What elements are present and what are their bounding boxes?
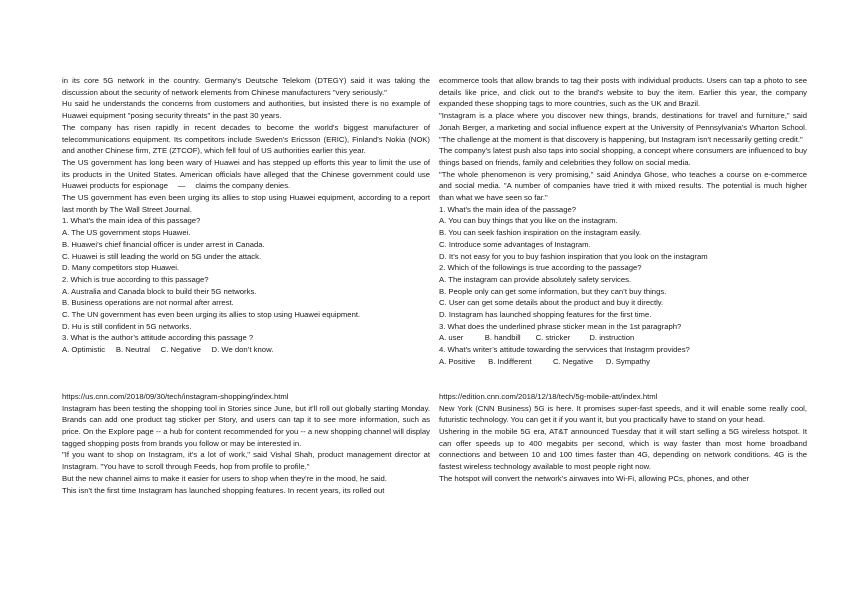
question: 1. What’s the main idea of this passage?: [62, 216, 201, 226]
question: 2. Which is true according to this passage?: [62, 274, 209, 284]
question: 1. What’s the main idea of the passage?: [439, 204, 577, 214]
paragraph: This isn't the first time Instagram has launched shopping features. In recent years, its rolled out: [62, 485, 385, 495]
paragraph: New York (CNN Business) 5G is here. It promises super-fast speeds, and it will enable some really cool, futuristic technology. You can get it if you want it, but you practically have to stand on your head.: [439, 403, 807, 425]
option: B. People only can get some information, but they can’t buy things.: [439, 286, 667, 296]
option: B. Business operations are not normal after arrest.: [62, 298, 234, 308]
left-top-section: [62, 75, 430, 356]
option: D. Many competitors stop Huawei.: [62, 263, 180, 273]
options-row: A. user B. handbill C. stricker D. instruction: [439, 333, 635, 343]
option: B. Huawei’s chief financial officer is under arrest in Canada.: [62, 239, 265, 249]
right-top-section: [439, 75, 807, 368]
paragraph: Instagram has been testing the shopping tool in Stories since June, but it'll roll out globally starting Monday. Brands can add one product tag sticker per Story, and users can tap it to see more information, such as price. On the Explore page -- a hub for content recommended for you -- a new shopping channel will display tagged shopping posts from brands you follow or may be interested in.: [62, 403, 430, 448]
left-column: [62, 75, 430, 496]
right-column: [439, 75, 807, 485]
question: 3. What does the underlined phrase sticker mean in the 1st paragraph?: [439, 321, 682, 331]
paragraph: in its core 5G network in the country. Germany's Deutsche Telekom (DTEGY) said it was taking the discussion about the security of network elements from Chinese manufacturers "very seriously.": [62, 76, 430, 97]
question: 3. What is the author’s attitude according this passage ?: [62, 333, 254, 343]
paragraph: "The whole phenomenon is very promising," said Anindya Ghose, who teaches a course on e-commerce and social media. "A number of companies have tried it with mixed results. The potential is much higher than what we have seen so far.": [439, 169, 807, 203]
paragraph: The hotspot will convert the network’s airwaves into Wi-Fi, allowing PCs, phones, and other: [439, 473, 750, 483]
option: B. You can seek fashion inspiration on the instagram easily.: [439, 228, 641, 238]
paragraph: The company's latest push also taps into social shopping, a concept where consumers are influenced to buy things based on friends, family and celebrities they follow on social media.: [439, 146, 807, 167]
option: C. Introduce some advantages of Instagram.: [439, 239, 591, 249]
paragraph: The US government has even been urging its allies to stop using Huawei equipment, according to a report last month by The Wall Street Journal.: [62, 193, 430, 214]
question: 4. What’s writer’s attitude towarding the servvices that Instagrm provides?: [439, 345, 690, 355]
options-row: A. Optimistic B. Neutral C. Negative D. We don’t know.: [62, 345, 274, 355]
option: A. The US government stops Huawei.: [62, 228, 191, 238]
option: A. You can buy things that you like on the instagram.: [439, 216, 618, 226]
option: D. Instagram has launched shopping features for the first time.: [439, 310, 652, 320]
paragraph: "If you want to shop on Instagram, it's a lot of work," said Vishal Shah, product management director at Instagram. "You have to scroll through Feeds, hop from profile to profile.": [62, 450, 430, 472]
option: A. Australia and Canada block to build their 5G networks.: [62, 286, 257, 296]
source-url: https://us.cnn.com/2018/09/30/tech/instagram-shopping/index.html: [62, 391, 289, 401]
option: A. The instagram can provide absolutely safety services.: [439, 274, 632, 284]
option: C. User can get some details about the product and buy it directly.: [439, 298, 664, 308]
option: C. The UN government has even been urging its allies to stop using Huawei equipment.: [62, 310, 361, 320]
option: C. Huawei is still leading the world on 5G under the attack.: [62, 251, 262, 261]
source-url: https://edition.cnn.com/2018/12/18/tech/5g-mobile-att/index.html: [439, 391, 658, 401]
paragraph: "Instagram is a place where you discover new things, brands, destinations for travel and furniture," said Jonah Berger, a marketing and social influence expert at the University of Pennsylvania's Wharton School. "The challenge at the moment is that discovery is happening, but Instagram isn't necessarily getting credit.": [439, 111, 807, 144]
paragraph: The company has risen rapidly in recent decades to become the world's biggest manufacturer of telecommunications equipment. Its competitors include Sweden's Ericsson (ERIC), Finland's Nokia (NOK) and another Chinese firm, ZTE (ZTCOF), which fell foul of US authorities earlier this year.: [62, 122, 430, 156]
paragraph: The US government has long been wary of Huawei and has stepped up efforts this year to limit the use of its products in the United States. American officials have alleged that the Chinese government could use Huawei products for espionage — claims the company denies.: [62, 157, 430, 191]
left-bottom-section: [62, 391, 430, 496]
option: D. It’s not easy for you to buy fashion inspiration that you look on the instagram: [439, 251, 708, 261]
paragraph: Ushering in the mobile 5G era, AT&T announced Tuesday that it will start selling a 5G wireless hotspot. It can offer speeds up to 400 megabits per second, which is way faster than most home broadband connections and between 10 and 100 times faster than 4G, depending on network conditions. 4G is the fastest wireless technology available to most people right now.: [439, 427, 807, 472]
option: D. Hu is still confident in 5G networks.: [62, 321, 192, 331]
question: 2. Which of the followings is true according to the passage?: [439, 263, 642, 273]
right-bottom-section: [439, 391, 807, 485]
paragraph: But the new channel aims to make it easier for users to shop when they're in the mood, he said.: [62, 473, 387, 483]
options-row: A. Positive B. Indifferent C. Negative D. Sympathy: [439, 356, 650, 366]
paragraph: Hu said he understands the concerns from customers and authorities, but insisted there is no example of Huawei equipment "posing security threats" in the past 30 years.: [62, 99, 430, 121]
paragraph: ecommerce tools that allow brands to tag their posts with individual products. Users can tap a photo to see details like price, and click out to the brand's website to buy the item. Earlier this year, the company expanded these shopping tags to more countries, such as the UK and Brazil.: [439, 76, 807, 109]
